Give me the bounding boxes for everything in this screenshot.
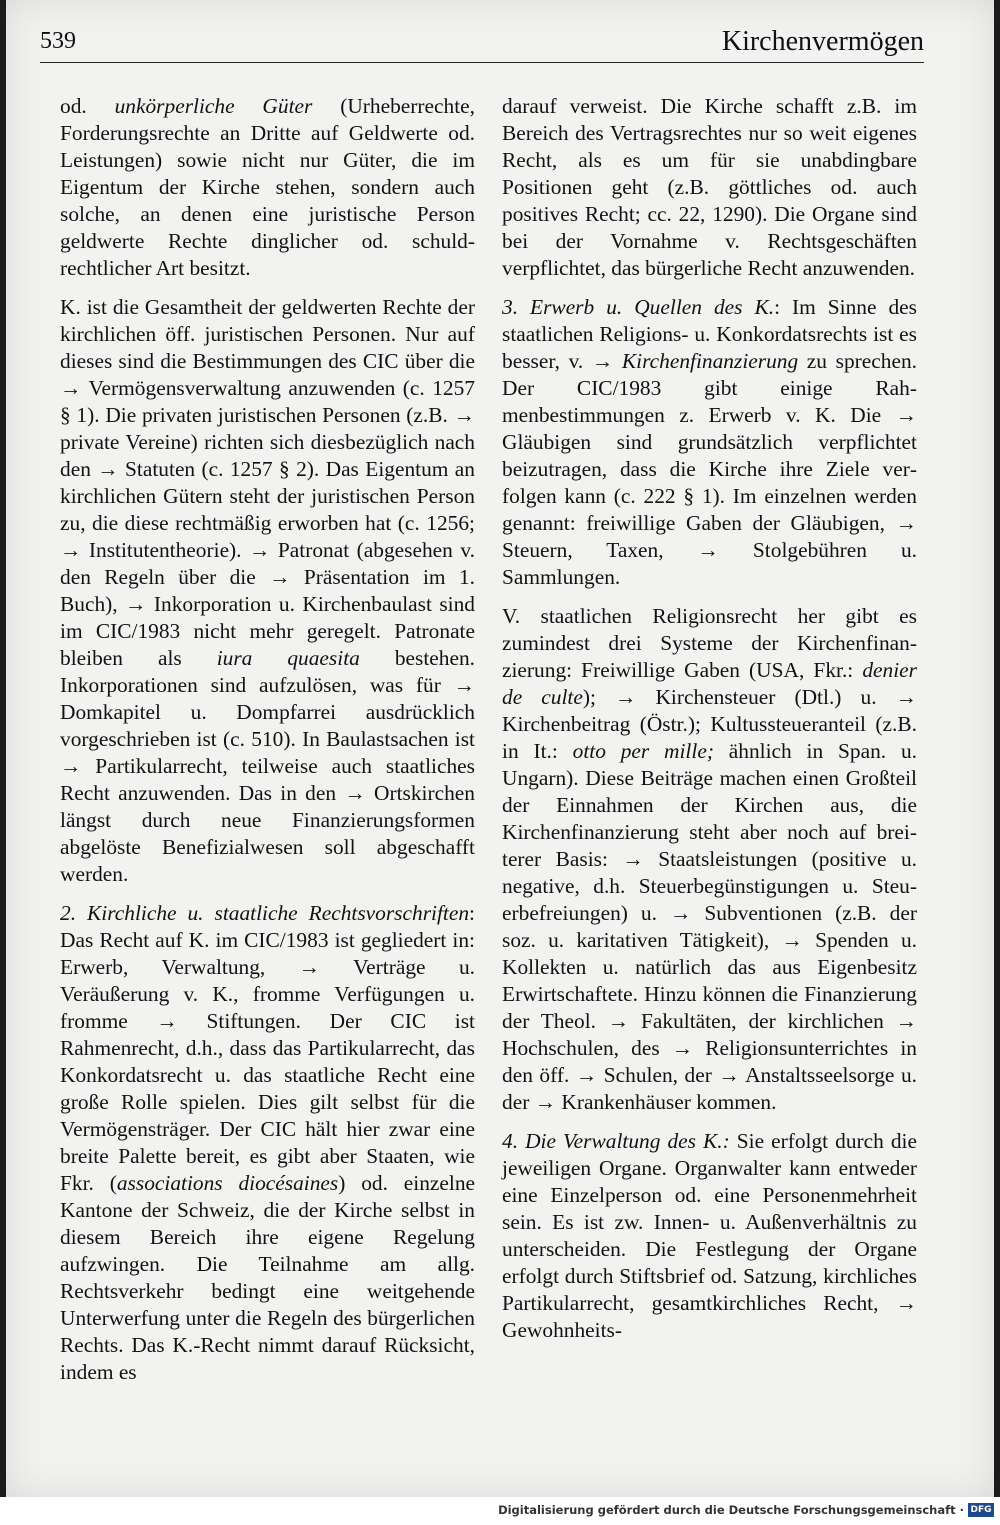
right-column xyxy=(502,93,917,1356)
paragraph: K. ist die Gesamtheit der geldwerten Rechte der kirchlichen öff. juristischen Personen. Nur auf dieses sind die Bestimmungen des CIC über die → Vermögensverwaltung anzuwenden (c. 1257 § 1). Die privaten juristischen Personen (z.B. → private Vereine) richten sich diesbezüglich nach den → Statuten (c. 1257 § 2). Das Eigentum an kirchlichen Gütern steht der juristischen Person zu, die diese rechtmäßig erworben hat (c. 1256; → Institutentheorie). → Patronat (abgesehen v. den Regeln über die → Präsentation im 1. Buch), → Inkorporation u. Kirchenbaulast sind im CIC/1983 nicht mehr geregelt. Patronate bleiben als iura quaesita bestehen. Inkorporationen sind aufzulösen, was für → Domkapitel u. Dompfarrei ausdrücklich vorgeschrieben ist (c. 510). In Baulastsachen ist → Partikularrecht, teilweise auch staatliches Recht anzuwenden. Das in den → Ortskirchen längst durch neue Finanzierungsformen abgelöste Benefizialwesen soll abgeschafft werden. xyxy=(60,295,476,886)
dfg-logo: DFG xyxy=(968,1503,994,1517)
paragraph: V. staatlichen Religionsrecht her gibt es zumindest drei Systeme der Kirchenfinanzierung: Freiwillige Gaben (USA, Fkr.: denier de culte); → Kirchensteuer (Dtl.) u. → Kirchenbeitrag (Östr.); Kultussteueranteil (z.B. in It.: otto per mille; ähnlich in Span. u. Ungarn). Diese Beiträge machen einen Großteil der Einnahmen der Kirchen aus, die Kirchenfinanzierung steht aber noch auf breiterer Basis: → Staatsleistungen (positive u. negative, d.h. Steuerbegünstigungen u. Steuerbefreiungen) u. → Subventionen (z.B. der soz. u. karitativen Tätigkeit), → Spenden u. Kollekten u. natürlich das aus Eigenbesitz Erwirtschaftete. Hinzu können die Finanzierung der Theol. → Fakultäten, der kirchlichen → Hochschulen, des → Religionsunterrichtes in den öff. → Schulen, der → Anstaltsseelsorge u. der → Krankenhäuser kommen. xyxy=(502,604,918,1114)
funding-credit: Digitalisierung gefördert durch die Deutsche Forschungsgemeinschaft · xyxy=(498,1503,964,1517)
left-column xyxy=(60,93,475,1398)
paragraph: darauf verweist. Die Kirche schafft z.B. im Bereich des Vertragsrechtes nur so weit eigenes Recht, als es um für sie unabdingbare Positionen geht (z.B. göttliches od. auch positives Recht; cc. 22, 1290). Die Organe sind bei der Vornahme v. Rechtsgeschäften verpflichtet, das bürgerliche Recht anzuwenden. xyxy=(502,94,917,280)
paragraph: 3. Erwerb u. Quellen des K.: Im Sinne des staatlichen Religions- u. Konkordatsrechts ist es besser, v. → Kirchenfinanzierung zu sprechen. Der CIC/1983 gibt einige Rahmenbestimmungen z. Erwerb v. K. Die → Gläubigen sind grundsätzlich verpflichtet beizutragen, dass die Kirche ihre Ziele verfolgen kann (c. 222 § 1). Im einzelnen werden genannt: freiwillige Gaben der Gläubigen, → Steuern, Taxen, → Stolgebühren u. Sammlungen. xyxy=(502,295,917,589)
page-number: 539 xyxy=(40,28,76,54)
running-head: Kirchenvermögen xyxy=(721,26,924,57)
book-page xyxy=(6,0,994,1497)
paragraph: od. unkörperliche Güter (Urheberrechte, Forderungsrechte an Dritte auf Geldwerte od. Leistungen) sowie nicht nur Güter, die im Eigentum der Kirche stehen, sondern auch solche, an denen eine juristische Person geldwerte Rechte dinglicher od. schuldrechtlicher Art besitzt. xyxy=(60,94,475,280)
paragraph: 2. Kirchliche u. staatliche Rechtsvorschriften: Das Recht auf K. im CIC/1983 ist gegliedert in: Erwerb, Verwaltung, → Verträge u. Veräußerung v. K., fromme Verfügungen u. fromme → Stiftungen. Der CIC ist Rahmenrecht, d.h., dass das Partikularrecht, das Konkordatsrecht u. das staatliche Recht eine große Rolle spielen. Dies gilt selbst für die Vermögensträger. Der CIC hält hier zwar eine breite Palette bereit, es gibt aber Staaten, wie Fkr. (associations diocésaines) od. einzelne Kantone der Schweiz, die der Kirche selbst in diesem Bereich ihre eigene Regelung aufzwingen. Die Teilnahme am allg. Rechtsverkehr bedingt eine weitgehende Unterwerfung unter die Regeln des bürgerlichen Rechts. Das K.-Recht nimmt darauf Rücksicht, indem es xyxy=(60,901,476,1384)
page-header xyxy=(40,24,924,63)
digitization-footer xyxy=(0,1497,1000,1525)
paragraph: 4. Die Verwaltung des K.: Sie erfolgt durch die jeweiligen Organe. Organwalter kann entweder eine Einzelperson od. eine Personenmehrheit sein. Es ist zw. Innen- u. Außenverhältnis zu unterscheiden. Die Festlegung der Organe erfolgt durch Stiftsbrief od. Satzung, kirchliches Partikularrecht, gesamtkirchliches Recht, → Gewohnheits- xyxy=(502,1129,917,1342)
